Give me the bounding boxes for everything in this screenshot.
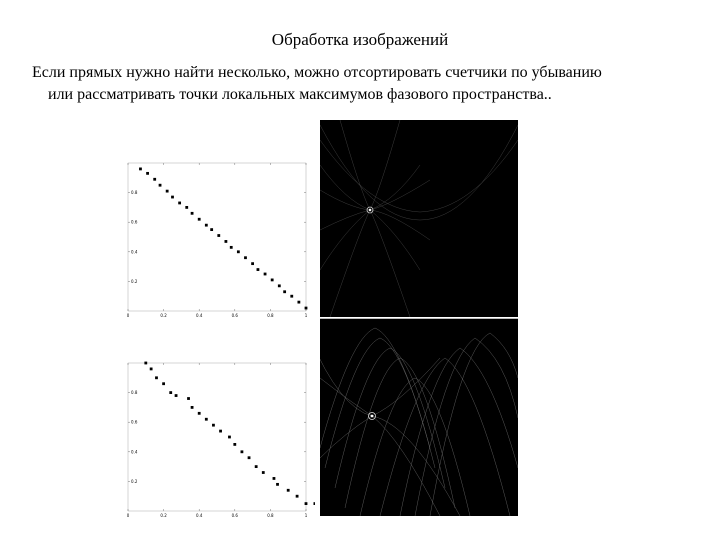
y-tick-label: 0.8 <box>131 190 138 196</box>
data-point <box>276 483 279 486</box>
data-point <box>264 273 267 276</box>
x-tick-label: 0 <box>126 313 130 318</box>
data-point <box>314 502 316 505</box>
x-tick-label: 0.8 <box>267 313 274 318</box>
x-tick-label: 0.6 <box>231 513 238 518</box>
plot-frame <box>128 363 306 511</box>
data-point <box>257 268 260 271</box>
data-point <box>155 376 158 379</box>
data-point <box>225 240 228 243</box>
data-point <box>217 234 220 237</box>
y-tick-label: 0.6 <box>131 419 138 425</box>
data-point <box>237 250 240 253</box>
data-point <box>305 502 308 505</box>
data-point <box>251 262 254 265</box>
data-point <box>159 184 162 187</box>
data-point <box>187 397 190 400</box>
data-point <box>273 477 276 480</box>
x-tick-label: 1 <box>304 313 308 318</box>
scatter-plot-top <box>110 155 315 320</box>
data-point <box>166 190 169 193</box>
y-tick-label: 0.4 <box>131 449 138 455</box>
data-point <box>210 228 213 231</box>
hough-space-image-bottom <box>320 318 518 516</box>
data-point <box>283 290 286 293</box>
data-point <box>296 495 299 498</box>
data-point <box>198 412 201 415</box>
data-point <box>219 430 222 433</box>
x-tick-label: 0.4 <box>196 313 203 318</box>
data-point <box>171 196 174 199</box>
data-point <box>139 168 142 171</box>
slide-text <box>32 62 702 106</box>
data-point <box>153 178 156 181</box>
data-point <box>278 284 281 287</box>
data-point <box>287 489 290 492</box>
slide-text-line-1: Если прямых нужно найти несколько, можно отсортировать счетчики по убыванию <box>32 64 602 81</box>
data-point <box>271 279 274 282</box>
data-point <box>212 424 215 427</box>
data-point <box>146 172 149 175</box>
data-point <box>191 212 194 215</box>
slide-title: Обработка изображений <box>271 30 449 49</box>
scatter-plot-bottom <box>110 355 315 520</box>
data-point <box>230 246 233 249</box>
data-point <box>150 368 153 371</box>
data-point <box>175 394 178 397</box>
x-tick-label: 0.2 <box>160 513 167 518</box>
data-point <box>305 307 308 310</box>
x-tick-label: 0.6 <box>231 313 238 318</box>
x-tick-label: 0.4 <box>196 513 203 518</box>
y-tick-label: 0.2 <box>131 278 138 284</box>
data-point <box>290 295 293 298</box>
data-point <box>233 443 236 446</box>
hough-space-image-top <box>320 120 518 317</box>
data-point <box>205 418 208 421</box>
y-tick-label: 0.8 <box>131 390 138 396</box>
data-point <box>144 362 147 365</box>
data-point <box>241 450 244 453</box>
data-point <box>255 465 258 468</box>
y-tick-label: 0.6 <box>131 219 138 225</box>
x-tick-label: 0.8 <box>267 513 274 518</box>
data-point <box>191 406 194 409</box>
data-point <box>178 202 181 205</box>
data-point <box>185 206 188 209</box>
slide-text-line-2: или рассматривать точки локальных максимумов фазового пространства.. <box>48 86 552 103</box>
x-tick-label: 0 <box>126 513 130 518</box>
y-tick-label: 0.2 <box>131 478 138 484</box>
data-point <box>205 224 208 227</box>
data-point <box>228 436 231 439</box>
data-point <box>169 391 172 394</box>
data-point <box>162 382 165 385</box>
data-point <box>198 218 201 221</box>
x-tick-label: 1 <box>304 513 308 518</box>
plot-frame <box>128 163 306 311</box>
data-point <box>248 456 251 459</box>
data-point <box>244 256 247 259</box>
data-point <box>297 301 300 304</box>
data-point <box>262 471 265 474</box>
y-tick-label: 0.4 <box>131 249 138 255</box>
x-tick-label: 0.2 <box>160 313 167 318</box>
